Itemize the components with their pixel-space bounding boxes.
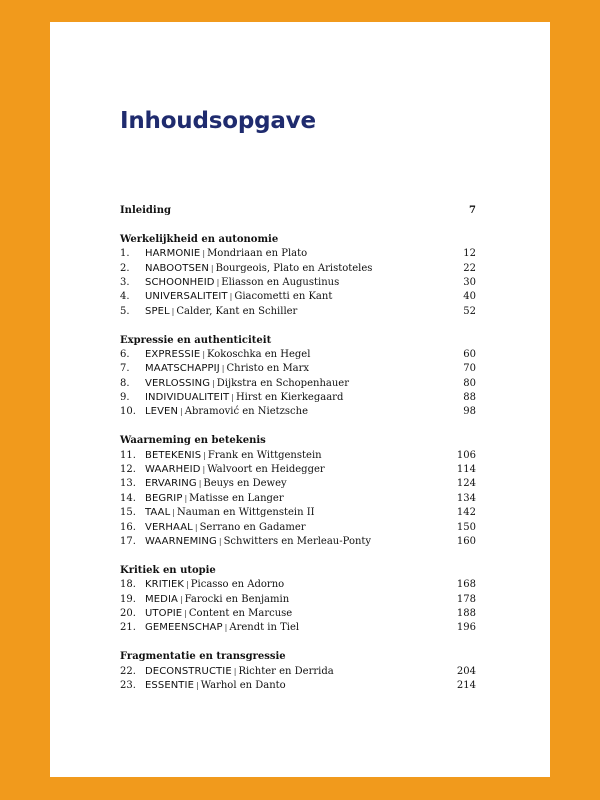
entry-page-number: 178 <box>456 593 476 605</box>
entry-title <box>145 262 446 276</box>
entry-page-number: 30 <box>463 276 476 288</box>
entry-separator: | <box>184 608 187 618</box>
entry-names: Christo en Marx <box>226 363 310 375</box>
entry-separator: | <box>224 623 228 633</box>
toc-entry <box>120 593 476 607</box>
toc-entry <box>120 578 476 592</box>
entry-page-number: 204 <box>456 665 476 677</box>
entry-keyword: UNIVERSALITEIT <box>145 291 228 303</box>
entry-title <box>145 377 446 391</box>
section-heading <box>120 233 476 247</box>
entry-separator: | <box>171 306 175 316</box>
entry-names: Mondriaan en Plato <box>207 248 308 260</box>
entry-number: 8. <box>120 377 130 389</box>
entry-title <box>145 578 446 592</box>
entry-page-number: 160 <box>456 535 476 547</box>
toc-entry <box>120 607 476 621</box>
toc-entry <box>120 665 476 679</box>
entry-number: 20. <box>120 607 136 619</box>
entry-keyword: BETEKENIS <box>145 449 202 461</box>
toc-entry <box>120 377 476 391</box>
entry-separator: | <box>203 450 206 460</box>
entry-keyword: NABOOTSEN <box>145 262 209 274</box>
entry-keyword: UTOPIE <box>145 607 183 619</box>
entry-separator: | <box>202 249 206 259</box>
entry-number: 1. <box>120 248 130 260</box>
entry-keyword: KRITIEK <box>145 579 185 591</box>
entry-names: Walvoort en Heidegger <box>207 464 325 476</box>
entry-names: Giacometti en Kant <box>234 291 333 303</box>
entry-page-number: 142 <box>456 507 476 519</box>
entry-separator: | <box>202 349 206 359</box>
entry-keyword: DECONSTRUCTIE <box>145 665 232 677</box>
entry-title <box>145 276 446 290</box>
entry-title <box>145 405 446 419</box>
entry-keyword: MEDIA <box>145 593 178 605</box>
toc-entry <box>120 621 476 635</box>
entry-page-number: 70 <box>463 363 476 375</box>
entry-names: Nauman en Wittgenstein II <box>176 507 315 519</box>
entry-title <box>145 477 446 491</box>
entry-number: 9. <box>120 392 130 404</box>
entry-keyword: SCHOONHEID <box>145 276 215 288</box>
entry-keyword: ERVARING <box>145 478 197 490</box>
book-page <box>50 22 550 777</box>
entry-number: 22. <box>120 665 136 677</box>
entry-number: 2. <box>120 262 130 274</box>
entry-keyword: TAAL <box>145 507 171 519</box>
entry-page-number: 134 <box>456 492 476 504</box>
entry-page-number: 150 <box>456 521 476 533</box>
entry-title <box>145 290 446 304</box>
entry-separator: | <box>179 594 183 604</box>
entry-separator: | <box>233 666 237 676</box>
entry-title <box>145 535 446 549</box>
section-heading-text: Werkelijkheid en autonomie <box>120 233 279 245</box>
entry-separator: | <box>198 479 202 489</box>
entry-names: Hirst en Kierkegaard <box>235 392 344 404</box>
entry-number: 7. <box>120 363 130 375</box>
table-of-contents <box>120 204 476 693</box>
entry-number: 10. <box>120 406 136 418</box>
entry-page-number: 80 <box>463 377 476 389</box>
toc-entry <box>120 290 476 304</box>
entry-title <box>145 362 446 376</box>
section-heading-text: Waarneming en betekenis <box>120 435 266 447</box>
entry-names: Eliasson en Augustinus <box>221 276 340 288</box>
entry-page-number: 98 <box>463 406 476 418</box>
toc-section <box>120 233 476 319</box>
entry-keyword: VERHAAL <box>145 521 193 533</box>
entry-page-number: 40 <box>463 291 476 303</box>
entry-separator: | <box>210 263 214 273</box>
entry-page-number: 196 <box>456 622 476 634</box>
entry-keyword: VERLOSSING <box>145 377 211 389</box>
section-entries <box>120 665 476 694</box>
toc-intro-page: 7 <box>469 205 476 216</box>
entry-separator: | <box>202 465 206 475</box>
entry-title <box>145 348 446 362</box>
entry-names: Picasso en Adorno <box>190 579 285 591</box>
entry-number: 23. <box>120 679 136 691</box>
entry-number: 3. <box>120 276 130 288</box>
toc-entry <box>120 405 476 419</box>
toc-entry <box>120 391 476 405</box>
toc-intro-row <box>120 204 476 218</box>
toc-entry <box>120 348 476 362</box>
entry-names: Dijkstra en Schopenhauer <box>216 377 349 389</box>
section-heading <box>120 434 476 448</box>
toc-entry <box>120 492 476 506</box>
entry-page-number: 106 <box>456 449 476 461</box>
entry-number: 4. <box>120 291 130 303</box>
entry-separator: | <box>231 393 234 403</box>
toc-entry <box>120 535 476 549</box>
entry-number: 5. <box>120 305 130 317</box>
entry-title <box>145 463 446 477</box>
entry-number: 17. <box>120 535 136 547</box>
section-heading <box>120 564 476 578</box>
entry-names: Richter en Derrida <box>238 665 334 677</box>
toc-entry <box>120 305 476 319</box>
entry-keyword: SPEL <box>145 305 170 317</box>
entry-title <box>145 391 446 405</box>
entry-title <box>145 449 446 463</box>
section-heading <box>120 650 476 664</box>
toc-entry <box>120 506 476 520</box>
entry-number: 12. <box>120 464 136 476</box>
entry-separator: | <box>172 508 175 518</box>
entry-names: Frank en Wittgenstein <box>207 449 322 461</box>
section-heading-text: Fragmentatie en transgressie <box>120 651 286 663</box>
toc-entry <box>120 477 476 491</box>
entry-names: Schwitters en Merleau-Ponty <box>223 535 372 547</box>
entry-separator: | <box>186 580 189 590</box>
entry-separator: | <box>229 292 233 302</box>
entry-separator: | <box>218 536 222 546</box>
entry-page-number: 22 <box>463 262 476 274</box>
toc-entry <box>120 262 476 276</box>
entry-page-number: 12 <box>463 248 476 260</box>
entry-names: Calder, Kant en Schiller <box>176 305 298 317</box>
page-title: Inhoudsopgave <box>120 108 316 134</box>
entry-keyword: WAARNEMING <box>145 535 217 547</box>
entry-separator: | <box>194 522 198 532</box>
entry-separator: | <box>221 364 225 374</box>
entry-title <box>145 621 446 635</box>
entry-page-number: 114 <box>456 464 476 476</box>
toc-section <box>120 564 476 636</box>
entry-keyword: ESSENTIE <box>145 679 194 691</box>
section-entries <box>120 247 476 319</box>
entry-keyword: GEMEENSCHAP <box>145 622 223 634</box>
toc-entry <box>120 362 476 376</box>
entry-keyword: INDIVIDUALITEIT <box>145 392 230 404</box>
entry-title <box>145 665 446 679</box>
entry-number: 15. <box>120 507 136 519</box>
entry-page-number: 60 <box>463 348 476 360</box>
entry-keyword: HARMONIE <box>145 248 201 260</box>
entry-title <box>145 607 446 621</box>
toc-section <box>120 650 476 693</box>
toc-entry <box>120 679 476 693</box>
entry-number: 11. <box>120 449 136 461</box>
section-heading-text: Kritiek en utopie <box>120 564 216 576</box>
entry-keyword: LEVEN <box>145 406 179 418</box>
toc-intro-label: Inleiding <box>120 205 171 216</box>
entry-title <box>145 506 446 520</box>
entry-names: Kokoschka en Hegel <box>207 348 311 360</box>
section-entries <box>120 449 476 550</box>
entry-title <box>145 679 446 693</box>
entry-page-number: 124 <box>456 478 476 490</box>
toc-section <box>120 434 476 549</box>
entry-number: 21. <box>120 622 136 634</box>
entry-names: Abramović en Nietzsche <box>184 406 309 418</box>
toc-section <box>120 334 476 420</box>
entry-names: Matisse en Langer <box>189 492 284 504</box>
entry-separator: | <box>180 407 183 417</box>
entry-names: Arendt in Tiel <box>229 622 300 634</box>
section-heading-text: Expressie en authenticiteit <box>120 334 272 346</box>
entry-names: Warhol en Danto <box>200 679 286 691</box>
entry-separator: | <box>184 493 188 503</box>
toc-entry <box>120 449 476 463</box>
toc-entry <box>120 521 476 535</box>
entry-title <box>145 492 446 506</box>
entry-page-number: 168 <box>456 579 476 591</box>
section-heading <box>120 334 476 348</box>
entry-keyword: BEGRIP <box>145 492 183 504</box>
entry-names: Serrano en Gadamer <box>199 521 306 533</box>
entry-number: 13. <box>120 478 136 490</box>
entry-number: 18. <box>120 579 136 591</box>
entry-keyword: WAARHEID <box>145 464 201 476</box>
entry-page-number: 88 <box>463 392 476 404</box>
entry-separator: | <box>212 378 215 388</box>
entry-page-number: 214 <box>456 679 476 691</box>
section-entries <box>120 348 476 420</box>
entry-page-number: 52 <box>463 305 476 317</box>
entry-keyword: EXPRESSIE <box>145 348 201 360</box>
entry-title <box>145 521 446 535</box>
entry-title <box>145 305 446 319</box>
toc-entry <box>120 276 476 290</box>
entry-names: Farocki en Benjamin <box>184 593 290 605</box>
entry-title <box>145 593 446 607</box>
entry-number: 19. <box>120 593 136 605</box>
entry-page-number: 188 <box>456 607 476 619</box>
entry-names: Content en Marcuse <box>188 607 293 619</box>
entry-names: Beuys en Dewey <box>203 478 287 490</box>
entry-names: Bourgeois, Plato en Aristoteles <box>215 262 373 274</box>
toc-entry <box>120 247 476 261</box>
entry-title <box>145 247 446 261</box>
entry-number: 6. <box>120 348 130 360</box>
entry-separator: | <box>196 680 199 690</box>
entry-number: 14. <box>120 492 136 504</box>
entry-separator: | <box>216 277 220 287</box>
toc-entry <box>120 463 476 477</box>
section-entries <box>120 578 476 636</box>
entry-number: 16. <box>120 521 136 533</box>
toc-sections <box>120 233 476 694</box>
entry-keyword: MAATSCHAPPIJ <box>145 363 220 375</box>
